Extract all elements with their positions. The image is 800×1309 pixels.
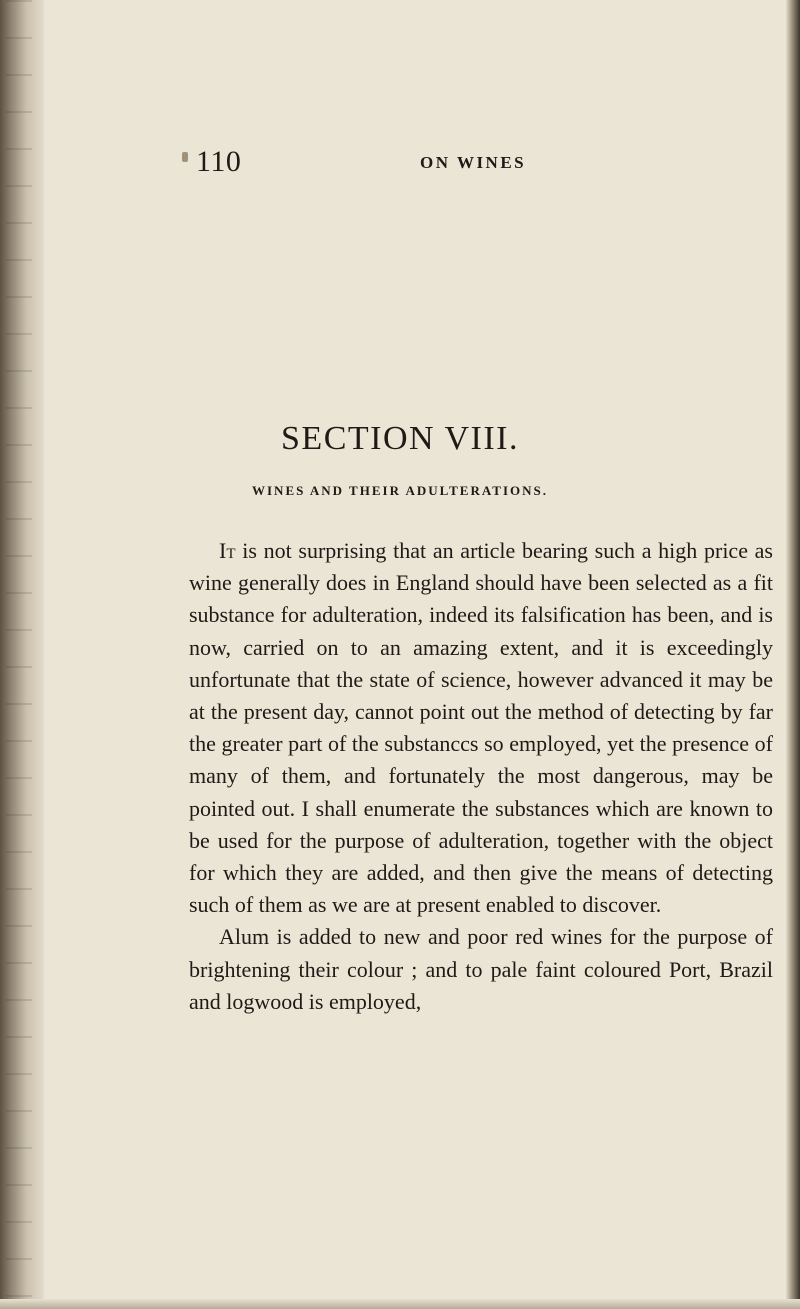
page-number: 110 (196, 145, 242, 178)
binding-texture (6, 0, 32, 1309)
paragraph-1-text: is not surprising that an article bearing such a high price as wine generally does in England should have been selected as a fit substance for adulteration, indeed its falsification has been, and is now, carried on to an amazing extent, and it is exceedingly unfortunate that the state of science, however advanced it may be at the present day, cannot point out the method of detecting by far the greater part of the substanccs so employed, yet the presence of many of them, and fortunately the most dangerous, may be pointed out. I shall enumerate the substances which are known to be used for the purpose of adulteration, together with the object for which they are added, and then give the means of detecting such of them as we are at present enabled to discover. (189, 538, 773, 918)
body-text (189, 535, 773, 1018)
paragraph-1 (189, 535, 773, 921)
section-subtitle: WINES AND THEIR ADULTERATIONS. (252, 483, 548, 498)
ink-mark (182, 152, 188, 162)
section-heading: SECTION VIII. (281, 420, 519, 457)
page-right-edge (786, 0, 800, 1309)
paragraph-1-lead: It (219, 538, 236, 563)
running-title: ON WINES (420, 153, 527, 172)
paragraph-2: Alum is added to new and poor red wines for the purpose of brightening their colour ; and to pale faint coloured Port, Brazil and logwood is employed, (189, 924, 773, 1014)
running-head (190, 145, 610, 185)
page-bottom-edge (0, 1299, 800, 1309)
